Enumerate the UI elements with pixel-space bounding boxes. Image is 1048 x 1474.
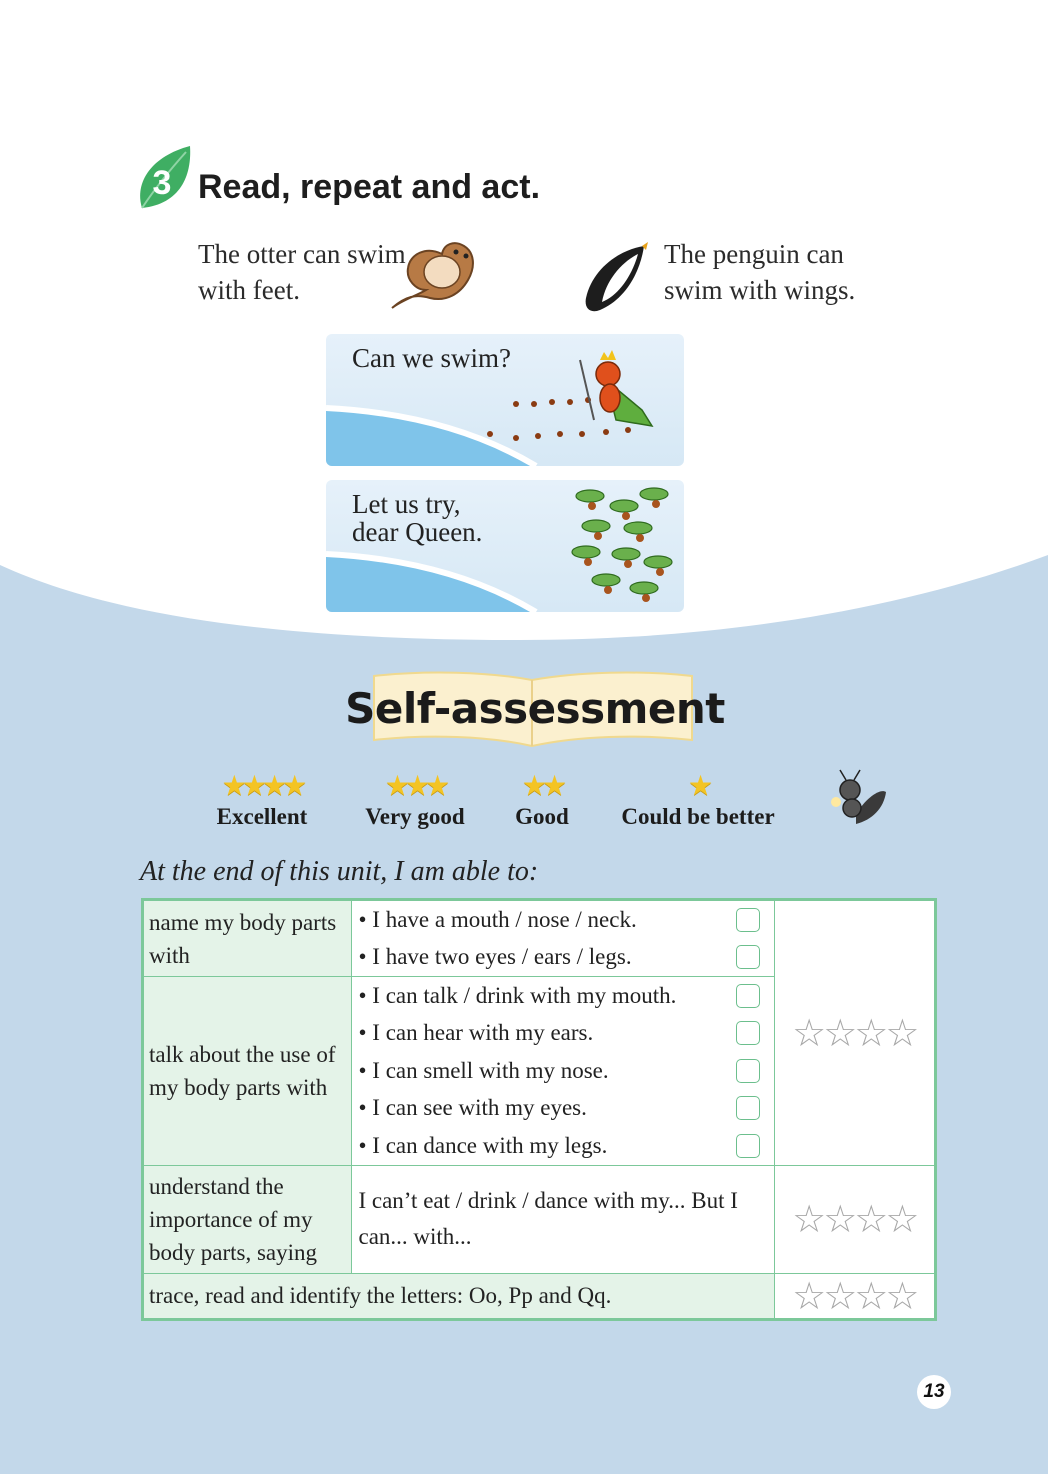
ants-with-leaves-illustration xyxy=(566,484,676,608)
otter-illustration xyxy=(386,236,482,318)
rating-label: Excellent xyxy=(216,804,308,829)
skill-cell: talk about the use of my body parts with xyxy=(143,977,352,1166)
skill-cell: trace, read and identify the letters: Oo, Pp and Qq. xyxy=(143,1273,775,1319)
rating-label: Good xyxy=(515,804,569,829)
rating-could-be-better xyxy=(612,772,784,830)
checkbox[interactable] xyxy=(736,945,760,969)
statement-text: • I can hear with my ears. xyxy=(358,1020,594,1046)
table-row xyxy=(143,1165,936,1273)
statements-cell xyxy=(352,977,774,1166)
statement-item xyxy=(352,1015,773,1053)
checkbox[interactable] xyxy=(736,984,760,1008)
star-rating-cell[interactable] xyxy=(774,1273,935,1319)
ant-queen-illustration xyxy=(476,340,676,460)
one-star-icon: ★ xyxy=(687,771,709,802)
statement-text: • I can talk / drink with my mouth. xyxy=(358,982,677,1008)
comic-panel-1 xyxy=(326,334,684,466)
statement-text: • I have two eyes / ears / legs. xyxy=(358,944,632,970)
page-number: 13 xyxy=(917,1375,951,1409)
rating-excellent xyxy=(200,772,324,830)
skill-cell: understand the importance of my body parts, saying xyxy=(143,1165,352,1273)
comic-panel-2 xyxy=(326,480,684,612)
penguin-caption xyxy=(664,236,855,308)
empty-stars-icon[interactable]: ☆☆☆☆ xyxy=(792,1010,917,1055)
ant-mascot-icon xyxy=(826,768,888,832)
penguin-caption-line: swim with wings. xyxy=(664,275,856,305)
star-rating-cell[interactable] xyxy=(774,1165,935,1273)
statement-text: • I can see with my eyes. xyxy=(358,1095,587,1121)
statement-item xyxy=(352,1090,773,1128)
otter-caption-line: The otter can swim xyxy=(198,239,406,269)
penguin-illustration xyxy=(578,240,650,316)
rating-label: Very good xyxy=(365,804,465,829)
otter-caption-line: with feet. xyxy=(198,275,300,305)
section-number: 3 xyxy=(152,164,172,202)
four-stars-icon: ★★★★ xyxy=(221,771,303,802)
empty-stars-icon[interactable]: ☆☆☆☆ xyxy=(792,1273,917,1318)
statement-text: • I can smell with my nose. xyxy=(358,1057,609,1083)
self-assessment-title: Self-assessment xyxy=(345,684,725,733)
statements-cell xyxy=(352,900,774,977)
checkbox[interactable] xyxy=(736,1059,760,1083)
assessment-intro: At the end of this unit, I am able to: xyxy=(140,856,539,887)
rating-label: Could be better xyxy=(621,804,775,829)
statement-item xyxy=(352,901,773,939)
statement-item xyxy=(352,977,773,1015)
table-row xyxy=(143,900,936,977)
statement-text: • I have a mouth / nose / neck. xyxy=(358,906,637,932)
checkbox[interactable] xyxy=(736,1096,760,1120)
rating-good xyxy=(502,772,582,830)
section-title: Read, repeat and act. xyxy=(198,168,541,206)
two-stars-icon: ★★ xyxy=(521,771,563,802)
empty-stars-icon[interactable]: ☆☆☆☆ xyxy=(792,1197,917,1241)
statement-item xyxy=(352,939,773,977)
statement-cell: I can’t eat / drink / dance with my... But I can... with... xyxy=(352,1165,774,1273)
panel-2-speech xyxy=(352,490,482,546)
star-rating-cell[interactable] xyxy=(774,900,935,1166)
table-row xyxy=(143,1273,936,1319)
checkbox[interactable] xyxy=(736,908,760,932)
speech-line: dear Queen. xyxy=(352,517,483,547)
speech-line: Can we swim? xyxy=(352,343,511,373)
penguin-caption-line: The penguin can xyxy=(664,239,844,269)
statement-item xyxy=(352,1052,773,1090)
speech-line: Let us try, xyxy=(352,489,461,519)
rating-very-good xyxy=(356,772,474,830)
statement-text: • I can dance with my legs. xyxy=(358,1132,608,1158)
three-stars-icon: ★★★ xyxy=(384,771,446,802)
skill-cell: name my body parts with xyxy=(143,900,352,977)
otter-caption xyxy=(198,236,406,308)
statement-item xyxy=(352,1127,773,1165)
checkbox[interactable] xyxy=(736,1021,760,1045)
checkbox[interactable] xyxy=(736,1134,760,1158)
assessment-table xyxy=(141,898,937,1321)
